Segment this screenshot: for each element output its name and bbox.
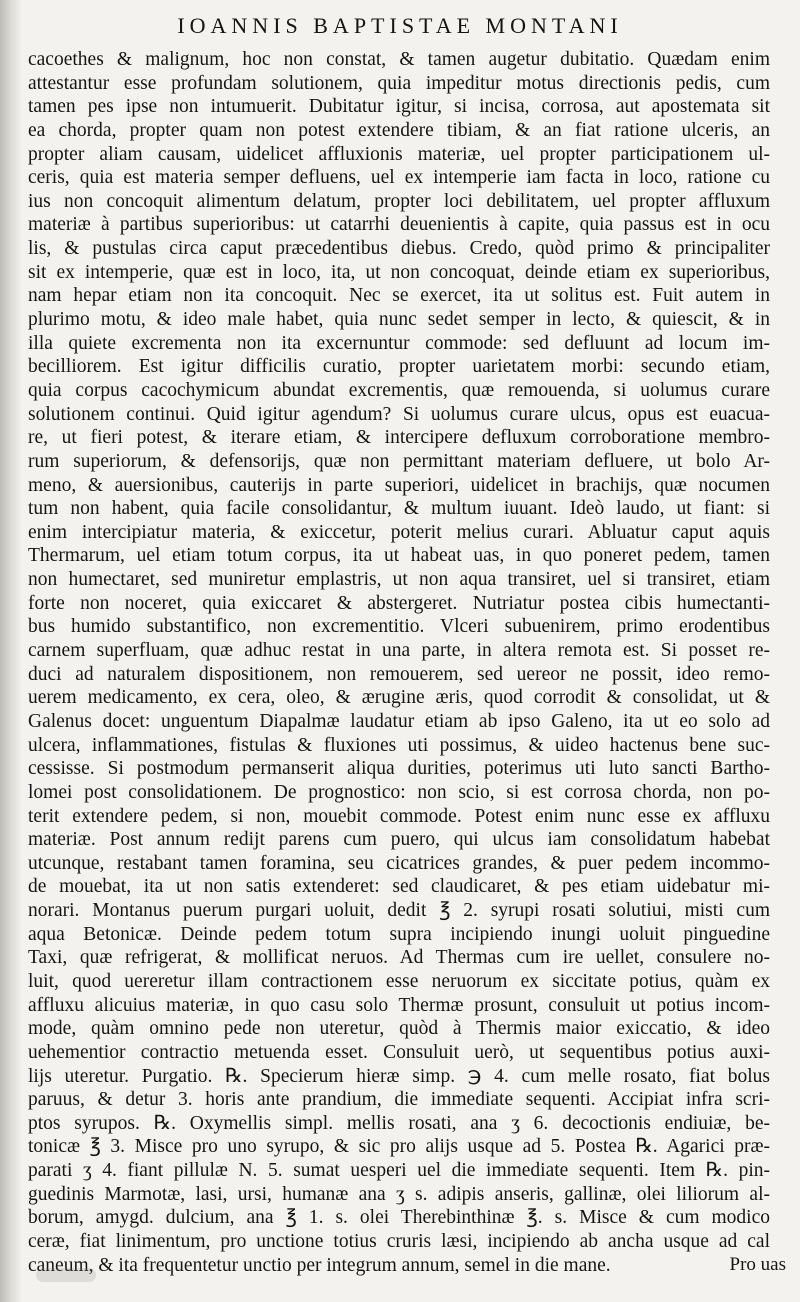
text-line: uerem medicamento, ex cera, oleo, & ærugine æris, quod corrodit & consolidat, ut & [28, 687, 770, 709]
text-line: meno, & auersionibus, cauterijs in parte superiori, uidelicet in brachijs, quæ nocumen [28, 474, 770, 496]
text-line: rum superiorum, & defensorijs, quæ non permittant materiam defluere, ut bolo Ar- [28, 450, 770, 472]
text-line: materiæ à partibus superioribus: ut catarrhi deuenientis à capite, quia passus est in ocu [28, 214, 770, 236]
text-line: parati ʒ 4. fiant pillulæ N. 5. sumat uesperi uel die immediate sequenti. Item ℞. pin- [28, 1160, 770, 1182]
text-line: attestantur esse profundam solutionem, quia impeditur motus directionis pedis, cum [28, 72, 770, 94]
text-line: Thermarum, uel etiam totum corpus, ita ut habeat uas, in quo poneret pedem, tamen [28, 545, 770, 567]
binding-shadow [0, 0, 22, 1302]
text-line: forte non noceret, quia exiccaret & abstergeret. Nutriatur postea cibis humectanti- [28, 592, 770, 614]
text-line: nam hepar etiam non ita concoquit. Nec se exercet, ita ut solitus est. Fuit autem in [28, 285, 770, 307]
text-line: caneum, & ita frequentetur unctio per integrum annum, semel in die mane. [28, 1254, 611, 1276]
text-line: de mouebat, ita ut non satis extenderet: sed claudicaret, & pes etiam uidebatur mi- [28, 876, 770, 898]
text-line: tonicæ ℥ 3. Misce pro uno syrupo, & sic pro alijs usque ad 5. Postea ℞. Agarici præ- [28, 1136, 770, 1158]
text-line: aqua Betonicæ. Deinde pedem totum supra incipiendo inungi uoluit pinguedine [28, 923, 770, 945]
running-header: IOANNIS BAPTISTAE MONTANI [177, 13, 623, 38]
text-line: Galenus docet: unguentum Diapalmæ laudatur etiam ab ipso Galeno, ita ut eo solo ad [28, 710, 770, 732]
text-line: quia corpus cacochymicum abundat excrementis, quæ remouenda, si uolumus curare [28, 379, 770, 401]
text-line: duci ad naturalem dispositionem, non remouerem, sed uereor ne possit, ideo remo- [28, 663, 770, 685]
text-line: lomei post consolidationem. De prognostico: non scio, si est corrosa chorda, non po- [28, 781, 770, 803]
text-line: mode, quàm omnino pede non uteretur, quòd à Thermis maior exiccatio, & ideo [28, 1018, 770, 1040]
text-line: illa quiete excrementa non ita excernuntur commode: sed defluunt ad locum im- [28, 332, 770, 354]
text-line: ceræ, fiat linimentum, pro unctione totius cruris læsi, incipiendo ab ancha usque ad cal [28, 1231, 770, 1253]
text-line: ius non concoquit alimentum delatum, propter loci debilitatem, uel propter affluxum [28, 190, 770, 212]
text-line: borum, amygd. dulcium, ana ℥ 1. s. olei Therebinthinæ ℥. s. Misce & cum modico [28, 1207, 770, 1229]
text-line: enim intercipiatur materia, & exiccetur, poterit melius curari. Abluatur caput aquis [28, 521, 770, 543]
text-line: materiæ. Post annum redijt parens cum puero, qui ulcus iam consolidatum habebat [28, 829, 770, 851]
text-line: paruus, & detur 3. horis ante prandium, die immediate sequenti. Accipiat infra scri- [28, 1089, 770, 1111]
catchword: Pro uas [729, 1254, 786, 1275]
text-line: becilliorem. Est igitur difficilis curatio, propter uarietatem morbi: secundo etiam, [28, 356, 770, 378]
text-line: propter aliam causam, uidelicet affluxionis materiæ, uel propter participationem ul- [28, 143, 770, 165]
text-line: cessisse. Si postmodum permanserit aliqua durities, poterimus uti luto sancti Bartho- [28, 758, 770, 780]
text-line: luit, quod uereretur illam contractionem esse neruorum ex siccitate potius, quàm ex [28, 970, 770, 992]
text-line: ceris, quia est materia semper defluens, uel ex intemperie iam facta in loco, ratione cu [28, 167, 770, 189]
text-line: ulcera, inflammationes, fistulas & fluxiones uti possimus, & uideo hactenus bene suc- [28, 734, 770, 756]
text-line: lijs uteretur. Purgatio. ℞. Specierum hieræ simp. ℈ 4. cum melle rosato, fiat bolus [28, 1065, 770, 1087]
body-text [28, 48, 770, 1277]
text-line: tum non habent, quia facile consolidantur, & multum iuuant. Ideò laudo, ut fiant: si [28, 498, 770, 520]
text-line: tamen pes ipse non intumuerit. Dubitatur igitur, si incisa, corrosa, aut apostemata sit [28, 96, 770, 118]
text-line: ptos syrupos. ℞. Oxymellis simpl. mellis rosati, ana ʒ 6. decoctionis endiuiæ, be- [28, 1112, 770, 1134]
text-line: ea chorda, propter quam non potest extendere tibiam, & an fiat ratione ulceris, an [28, 119, 770, 141]
text-line: uehementior contractio metuenda esset. Consuluit uerò, ut sequentibus potius auxi- [28, 1041, 770, 1063]
text-line: carnem superfluam, quæ adhuc restat in una parte, in altera remota est. Si posset re- [28, 640, 770, 662]
text-line: solutionem continui. Quid igitur agendum? Si uolumus curare ulcus, opus est euacua- [28, 403, 770, 425]
text-line: utcunque, restabant tamen foramina, seu cicatrices grandes, & puer pedem incommo- [28, 852, 770, 874]
text-line: non humectaret, sed muniretur emplastris, ut non aqua transiret, uel si transiret, etiam [28, 569, 770, 591]
text-line: affluxu alicuius materiæ, in quo casu solo Thermæ prosunt, consuluit ut potius incom- [28, 994, 770, 1016]
text-line: cacoethes & malignum, hoc non constat, & tamen augetur dubitatio. Quædam enim [28, 49, 770, 70]
text-line: plurimo motu, & ideo male habet, quia nunc sedet semper in lecto, & quiescit, & in [28, 309, 770, 331]
text-line: norari. Montanus puerum purgari uoluit, dedit ℥ 2. syrupi rosati solutiui, misti cum [28, 900, 770, 922]
text-line: Taxi, quæ refrigerat, & mollificat neruos. Ad Thermas cum ire uellet, consulere no- [28, 947, 770, 969]
text-line: lis, & pustulas circa caput præcedentibus diebus. Credo, quòd primo & principaliter [28, 238, 770, 260]
text-line: sit ex intemperie, quæ est in loco, ita, ut non concoquat, deinde etiam ex superioribus, [28, 261, 770, 283]
text-line: guedinis Marmotæ, lasi, ursi, humanæ ana ʒ s. adipis anseris, gallinæ, olei liliorum al- [28, 1183, 770, 1205]
text-line: terit extendere pedem, si non, mouebit commode. Potest enim nunc esse ex affluxu [28, 805, 770, 827]
text-line: re, ut fieri potest, & iterare etiam, & intercipere defluxum corroboratione membro- [28, 427, 770, 449]
text-line: bus humido substantifico, non excrementitio. Vlceri subuenirem, primo erodentibus [28, 616, 770, 638]
ink-smudge [36, 1268, 96, 1282]
